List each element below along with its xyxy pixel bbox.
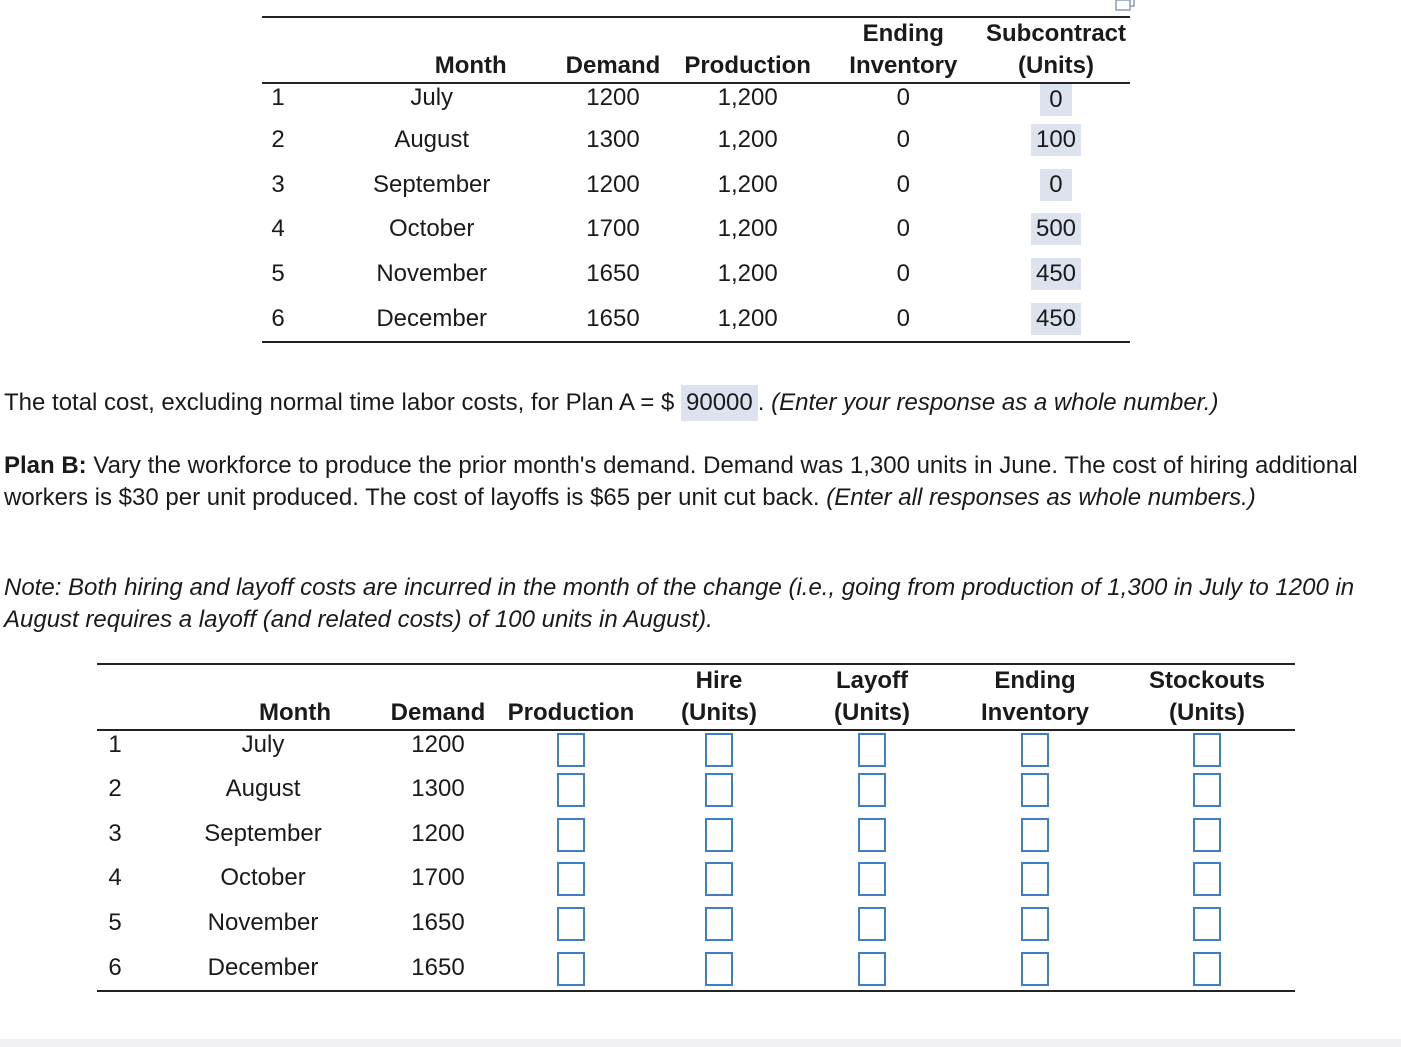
table-row: 3 September 1200 1,200 0 0 [262,163,1130,208]
table-row: 2 August 1300 1,200 0 100 [262,118,1130,163]
table-row: 4 October 1700 1,200 0 500 [262,207,1130,252]
col-layoff: Layoff (Units) [834,667,910,726]
production-input[interactable] [557,907,585,941]
col-ending-inventory: Ending Inventory [849,20,958,79]
production-input[interactable] [557,773,585,807]
production-input[interactable] [557,862,585,896]
ending-inventory-input[interactable] [1021,773,1049,807]
stockouts-input[interactable] [1193,773,1221,807]
table-row: 4 October 1700 [97,856,1295,901]
ending-inventory-input[interactable] [1021,907,1049,941]
note-text: Note: Both hiring and layoff costs are incurred in the month of the change (i.e., going from production of 1,300 in July to 1200 in August requires a layoff (and related costs) of 100 units in August). [4,574,1355,633]
stockouts-input[interactable] [1193,907,1221,941]
col-hire: Hire (Units) [681,667,757,726]
col-ending-inventory: Ending Inventory [980,667,1090,726]
plan-a-table [262,16,1130,343]
layoff-input[interactable] [858,952,886,986]
subcontract-answer: 0 [1040,84,1072,116]
col-demand: Demand [390,699,486,726]
production-input[interactable] [557,818,585,852]
col-month: Month [434,52,507,79]
total-cost-line: The total cost, excluding normal time labor costs, for Plan A = $ 90000 . (Enter your response as a whole number.) [4,385,1218,421]
col-production: Production [507,699,635,726]
stockouts-input[interactable] [1193,952,1221,986]
hire-input[interactable] [705,907,733,941]
col-stockouts: Stockouts (Units) [1148,667,1265,726]
table-header-row [97,664,1295,730]
hire-input[interactable] [705,773,733,807]
stockouts-input[interactable] [1193,862,1221,896]
copy-icon[interactable] [1112,0,1138,12]
stockouts-input[interactable] [1193,733,1221,767]
col-demand: Demand [565,52,661,79]
subcontract-answer: 450 [1031,303,1081,335]
ending-inventory-input[interactable] [1021,952,1049,986]
table-row: 1 July 1200 1,200 0 0 [262,83,1130,118]
plan-b-table [97,663,1295,992]
table-header-row [262,17,1130,83]
layoff-input[interactable] [858,907,886,941]
col-subcontract: Subcontract (Units) [985,20,1126,79]
table-row: 6 December 1650 [97,945,1295,991]
footer-strip [0,1039,1401,1047]
layoff-input[interactable] [858,773,886,807]
hire-input[interactable] [705,818,733,852]
layoff-input[interactable] [858,818,886,852]
production-input[interactable] [557,952,585,986]
subcontract-answer: 450 [1031,258,1081,290]
ending-inventory-input[interactable] [1021,862,1049,896]
stockouts-input[interactable] [1193,818,1221,852]
hire-input[interactable] [705,862,733,896]
table-row: 2 August 1300 [97,767,1295,812]
table-row: 1 July 1200 [97,730,1295,767]
subcontract-answer: 500 [1031,213,1081,245]
layoff-input[interactable] [858,733,886,767]
ending-inventory-input[interactable] [1021,733,1049,767]
subcontract-answer: 0 [1040,169,1072,201]
hire-input[interactable] [705,952,733,986]
table-row: 5 November 1650 [97,901,1295,946]
plan-b-description: Plan B: Vary the workforce to produce the prior month's demand. Demand was 1,300 units in June. The cost of hiring additional workers is $30 per unit produced. The cost of layoffs is $65 per unit cut back. (Enter all responses as whole numbers.) [4,452,1358,511]
total-cost-answer: 90000 [681,385,758,421]
layoff-input[interactable] [858,862,886,896]
ending-inventory-input[interactable] [1021,818,1049,852]
production-input[interactable] [557,733,585,767]
col-month: Month [259,699,331,726]
col-production: Production [684,52,811,79]
hire-input[interactable] [705,733,733,767]
table-row: 6 December 1650 1,200 0 450 [262,296,1130,342]
subcontract-answer: 100 [1031,124,1081,156]
table-row: 5 November 1650 1,200 0 450 [262,252,1130,297]
table-row: 3 September 1200 [97,812,1295,857]
